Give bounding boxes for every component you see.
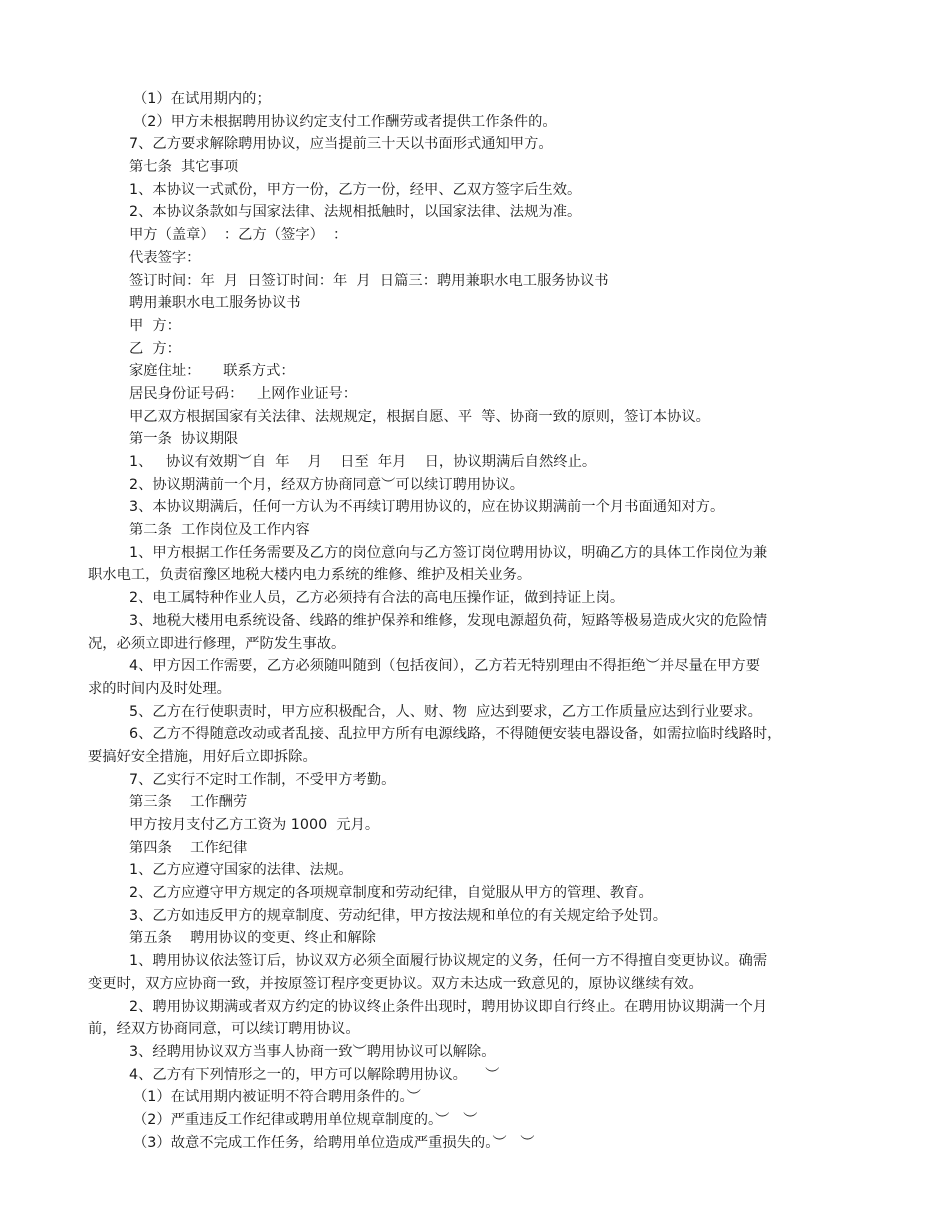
document-line: 要搞好安全措施，用好后立即拆除。 bbox=[88, 748, 317, 765]
document-line: 第三条 工作酬劳 bbox=[129, 794, 248, 811]
document-line: 签订时间：年 月 日签订时间：年 月 日篇三：聘用兼职水电工服务协议书 bbox=[129, 272, 609, 289]
document-page bbox=[0, 88, 950, 1154]
document-line: 聘用兼职水电工服务协议书 bbox=[129, 295, 301, 312]
document-line: 乙 方： bbox=[129, 340, 181, 357]
document-line: 甲乙双方根据国家有关法律、法规规定，根据自愿、平 等、协商一致的原则，签订本协议。 bbox=[129, 408, 710, 425]
document-line: 1、聘用协议依法签订后，协议双方必须全面履行协议规定的义务，任何一方不得擅自变更协议。确需 bbox=[129, 953, 768, 970]
document-line: （1）在试用期内的； bbox=[133, 91, 271, 107]
document-line: 3、本协议期满后，任何一方认为不再续订聘用协议的，应在协议期满前一个月书面通知对方。 bbox=[129, 499, 725, 516]
document-line: （3）故意不完成工作任务，给聘用单位造成严重损失的。︶ ︶ bbox=[133, 1134, 535, 1151]
document-line: （2）严重违反工作纪律或聘用单位规章制度的。︶ ︶ bbox=[133, 1111, 478, 1128]
document-line: 3、经聘用协议双方当事人协商一致︶聘用协议可以解除。 bbox=[129, 1043, 496, 1060]
document-line: 7、乙方要求解除聘用协议，应当提前三十天以书面形式通知甲方。 bbox=[129, 136, 553, 153]
document-line: 1、乙方应遵守国家的法律、法规。 bbox=[129, 862, 353, 879]
document-line: 第五条 聘用协议的变更、终止和解除 bbox=[129, 930, 376, 947]
document-line: 4、甲方因工作需要，乙方必须随叫随到（包括夜间），乙方若无特别理由不得拒绝︶并尽量在甲方要 bbox=[129, 658, 761, 675]
document-line: 变更时，双方应协商一致，并按原签订程序变更协议。双方未达成一致意见的，原协议继续有效。 bbox=[88, 975, 703, 992]
document-line: 前，经双方协商同意，可以续订聘用协议。 bbox=[88, 1021, 360, 1038]
document-line: 2、乙方应遵守甲方规定的各项规章制度和劳动纪律，自觉服从甲方的管理、教育。 bbox=[129, 885, 653, 902]
document-line: 居民身份证号码： 上网作业证号： bbox=[129, 385, 358, 402]
document-line: 求的时间内及时处理。 bbox=[88, 680, 231, 697]
document-line: 况，必须立即进行修理，严防发生事故。 bbox=[88, 635, 346, 652]
document-line: 6、乙方不得随意改动或者乱接、乱拉甲方所有电源线路，不得随便安装电器设备，如需拉临时线路时， bbox=[129, 726, 782, 743]
document-line: 2、本协议条款如与国家法律、法规相抵触时，以国家法律、法规为准。 bbox=[129, 204, 582, 221]
document-line: （1）在试用期内被证明不符合聘用条件的。︶ bbox=[133, 1089, 421, 1106]
document-line: 第四条 工作纪律 bbox=[129, 839, 248, 856]
document-line: 2、电工属特种作业人员，乙方必须持有合法的高电压操作证，做到持证上岗。 bbox=[129, 590, 625, 607]
document-line: （2）甲方未根据聘用协议约定支付工作酬劳或者提供工作条件的。 bbox=[133, 113, 557, 130]
document-line: 1、 协议有效期︶自 年 月 日至 年月 日，协议期满后自然终止。 bbox=[129, 454, 597, 470]
document-line: 2、协议期满前一个月，经双方协商同意︶可以续订聘用协议。 bbox=[129, 476, 525, 493]
document-line: 7、乙实行不定时工作制，不受甲方考勤。 bbox=[129, 771, 396, 788]
document-line: 甲 方： bbox=[129, 317, 181, 334]
document-line: 职水电工，负责宿豫区地税大楼内电力系统的维修、维护及相关业务。 bbox=[88, 567, 532, 584]
document-line: 第一条 协议期限 bbox=[129, 431, 239, 448]
document-line: 家庭住址： 联系方式： bbox=[129, 363, 295, 380]
document-line: 第二条 工作岗位及工作内容 bbox=[129, 522, 310, 539]
document-line: 3、乙方如违反甲方的规章制度、劳动纪律，甲方按法规和单位的有关规定给予处罚。 bbox=[129, 907, 668, 924]
document-line: 1、甲方根据工作任务需要及乙方的岗位意向与乙方签订岗位聘用协议，明确乙方的具体工作岗位为兼 bbox=[129, 544, 768, 561]
document-line: 第七条 其它事项 bbox=[129, 159, 239, 176]
document-line: 1、本协议一式贰份，甲方一份，乙方一份，经甲、乙双方签字后生效。 bbox=[129, 181, 582, 198]
document-line: 甲方按月支付乙方工资为 1000 元月。 bbox=[129, 817, 380, 833]
document-line: 3、地税大楼用电系统设备、线路的维护保养和维修，发现电源超负荷，短路等极易造成火灾的危险情 bbox=[129, 612, 768, 629]
document-line: 甲方（盖章） ：乙方（签字） ： bbox=[129, 227, 348, 244]
document-line: 4、乙方有下列情形之一的，甲方可以解除聘用协议。 ︶ bbox=[129, 1066, 500, 1083]
document-line: 5、乙方在行使职责时，甲方应积极配合，人、财、物 应达到要求，乙方工作质量应达到行业要求。 bbox=[129, 703, 762, 720]
document-line: 2、聘用协议期满或者双方约定的协议终止条件出现时，聘用协议即自行终止。在聘用协议期满一个月 bbox=[129, 998, 768, 1015]
document-line: 代表签字： bbox=[129, 249, 201, 266]
